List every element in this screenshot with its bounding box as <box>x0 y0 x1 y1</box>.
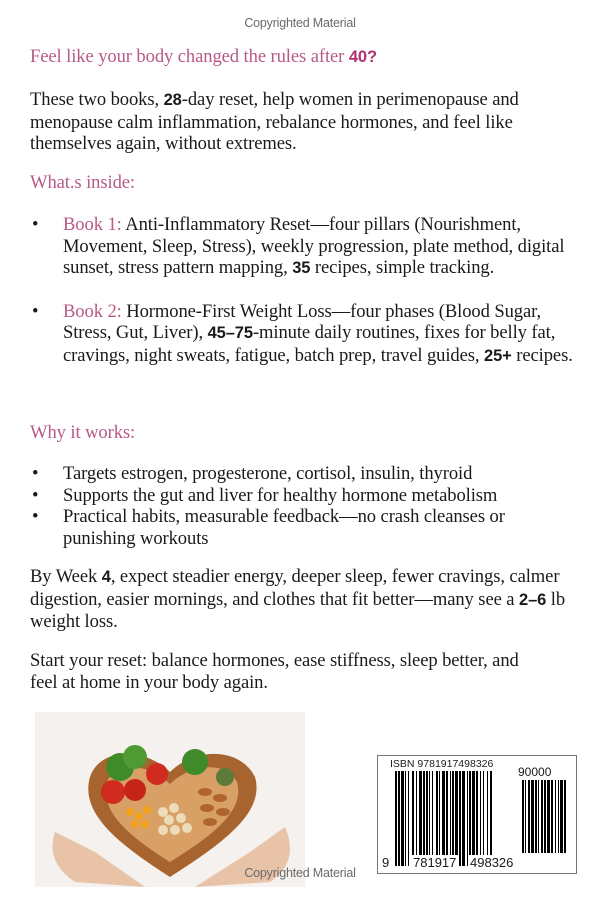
week-paragraph <box>30 566 585 633</box>
tomato <box>101 780 125 804</box>
heart-bowl-vegetables-image <box>35 712 305 887</box>
copyright-watermark-bottom: Copyrighted Material <box>244 866 356 880</box>
isbn-barcode <box>377 755 577 874</box>
week-text: lb weight loss. <box>30 588 566 632</box>
book-number: 25+ <box>484 346 512 365</box>
list-item-book-2 <box>30 301 585 368</box>
list-item: • Supports the gut and liver for healthy hormone metabolism <box>30 485 575 507</box>
isbn-digits-group-1: 781917 <box>413 855 457 870</box>
headline-text: Feel like your body changed the rules after <box>30 46 349 67</box>
pumpkin-seeds <box>216 768 234 786</box>
isbn-digit-first: 9 <box>382 855 390 870</box>
book-text: Hormone-First Weight Loss—four phases (Blood Sugar, Stress, Gut, Liver), <box>63 300 542 343</box>
barcode-bar <box>564 780 566 853</box>
list-item: • Targets estrogen, progesterone, cortisol, insulin, thyroid <box>30 463 575 485</box>
book-text: recipes, simple tracking. <box>310 257 495 278</box>
book-label: Book 1: <box>63 214 122 235</box>
barcode-bar <box>492 771 493 866</box>
week-text: , expect steadier energy, deeper sleep, fewer cravings, calmer digestion, easier mornings, and clothes that fit better—many see a <box>30 566 560 610</box>
books-list <box>30 214 585 388</box>
isbn-digits-group-2: 498326 <box>470 855 514 870</box>
intro-text: These two books, <box>30 89 164 110</box>
why-list <box>30 463 575 549</box>
list-item-book-1 <box>30 214 585 280</box>
book-number: 45–75 <box>207 324 253 342</box>
book-text: Anti-Inflammatory Reset—four pillars (Nourishment, Movement, Sleep, Stress), weekly progression, plate method, digital sunset, stress pattern mapping, <box>63 214 565 278</box>
price-barcode-bars <box>522 780 566 853</box>
headline <box>30 46 585 69</box>
why-heading: Why it works: <box>30 422 136 443</box>
headline-end: ? <box>366 48 377 66</box>
intro-number: 28 <box>163 91 182 109</box>
intro-text: -day reset, help women in perimenopause and menopause calm inflammation, rebalance hormones, and feel like themselves again, without extremes. <box>30 89 519 154</box>
intro-paragraph <box>30 89 585 155</box>
isbn-label: ISBN 9781917498326 <box>390 758 494 770</box>
week-number: 2–6 <box>519 590 547 609</box>
book-number: 35 <box>292 259 311 277</box>
week-text: By Week <box>30 566 102 587</box>
price-code: 90000 <box>518 765 552 779</box>
copyright-watermark: Copyrighted Material <box>244 16 356 30</box>
list-item: • Practical habits, measurable feedback—no crash cleanses or punishing workouts <box>30 506 575 549</box>
book-text: -minute daily routines, fixes for belly fat, cravings, night sweats, fatigue, batch prep, travel guides, <box>63 322 556 366</box>
headline-number: 40 <box>348 48 367 66</box>
week-number: 4 <box>101 568 111 586</box>
book-label: Book 2: <box>63 300 122 322</box>
closing-paragraph: Start your reset: balance hormones, ease stiffness, sleep better, and feel at home in your body again. <box>30 650 519 693</box>
ean-barcode-bars <box>395 771 493 866</box>
inside-heading: What.s inside: <box>30 172 135 193</box>
book-text: recipes. <box>511 344 573 366</box>
